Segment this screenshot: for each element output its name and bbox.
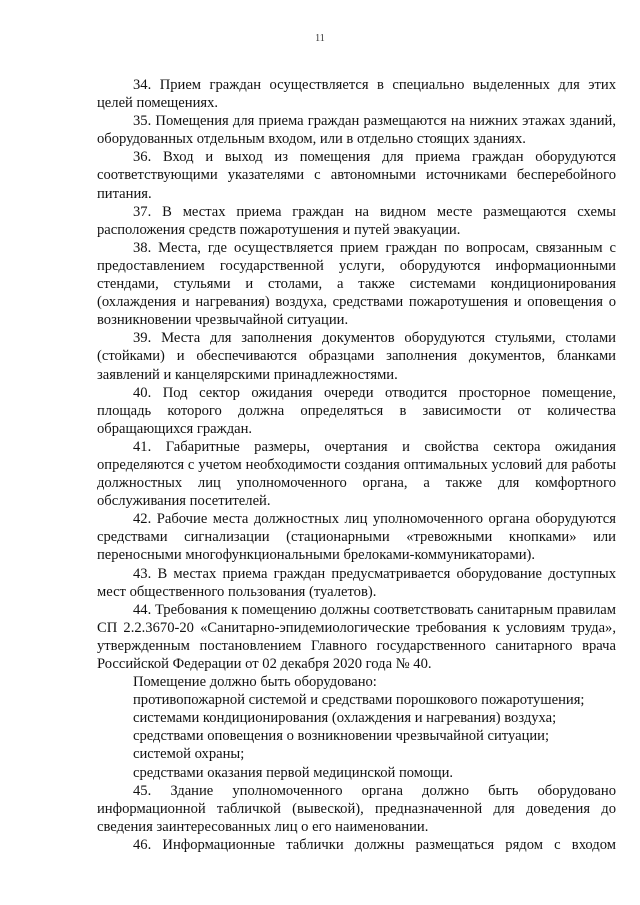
list-item: противопожарной системой и средствами порошкового пожаротушения; — [133, 692, 585, 709]
paragraph-43: 43. В местах приема граждан предусматривается оборудование доступных мест общественного пользования (туалетов). — [97, 565, 616, 600]
paragraph-36: 36. Вход и выход из помещения для приема граждан оборудуются соответствующими указателями с автономными источниками бесперебойного питания. — [97, 149, 616, 202]
paragraph-37: 37. В местах приема граждан на видном месте размещаются схемы расположения средств пожаротушения и путей эвакуации. — [97, 203, 616, 238]
list-item: системой охраны; — [133, 746, 245, 763]
paragraph-38: 38. Места, где осуществляется прием граждан по вопросам, связанным с предоставлением государственной услуги, оборудуются информационными стендами, стульями и столами, а также системами кондиционирования (охлаждения и нагревания) воздуха, средствами пожаротушения и оповещения о возникновении чрезвычайной ситуации. — [97, 239, 616, 329]
paragraph-45: 45. Здание уполномоченного органа должно быть оборудовано информационной табличкой (вывеской), предназначенной для доведения до сведения заинтересованных лиц о его наименовании. — [97, 782, 616, 835]
document-body — [97, 76, 616, 854]
paragraph-39: 39. Места для заполнения документов оборудуются стульями, столами (стойками) и обеспечиваются образцами заполнения документов, бланками заявлений и канцелярскими принадлежностями. — [97, 330, 616, 383]
paragraph-46: 46. Информационные таблички должны размещаться рядом с входом — [133, 836, 616, 853]
list-item: системами кондиционирования (охлаждения и нагревания) воздуха; — [133, 710, 557, 727]
equipment-intro: Помещение должно быть оборудовано: — [133, 674, 377, 691]
list-item: средствами оказания первой медицинской помощи. — [133, 764, 454, 781]
paragraph-35: 35. Помещения для приема граждан размещаются на нижних этажах зданий, оборудованных отдельным входом, или в отдельно стоящих зданиях. — [97, 113, 616, 148]
paragraph-40: 40. Под сектор ожидания очереди отводится просторное помещение, площадь которого должна определяться в зависимости от количества обращающихся граждан. — [97, 384, 616, 437]
paragraph-34: 34. Прием граждан осуществляется в специально выделенных для этих целей помещениях. — [97, 77, 616, 112]
paragraph-44: 44. Требования к помещению должны соответствовать санитарным правилам СП 2.2.3670-20 «Санитарно-эпидемиологические требования к условиям труда», утвержденным постановлением Главного государственного санитарного врача Российской Федерации от 02 декабря 2020 года № 40. — [97, 601, 616, 672]
paragraph-42: 42. Рабочие места должностных лиц уполномоченного органа оборудуются средствами сигнализации (стационарными «тревожными кнопками» или переносными многофункциональными брелоками-коммуникаторами). — [97, 511, 616, 564]
page-number: 11 — [315, 33, 325, 44]
equipment-list — [97, 691, 616, 781]
list-item: средствами оповещения о возникновении чрезвычайной ситуации; — [133, 728, 550, 745]
paragraph-41: 41. Габаритные размеры, очертания и свойства сектора ожидания определяются с учетом необходимости создания оптимальных условий для работы должностных лиц уполномоченного органа, а также для комфортного обслуживания посетителей. — [97, 438, 616, 510]
